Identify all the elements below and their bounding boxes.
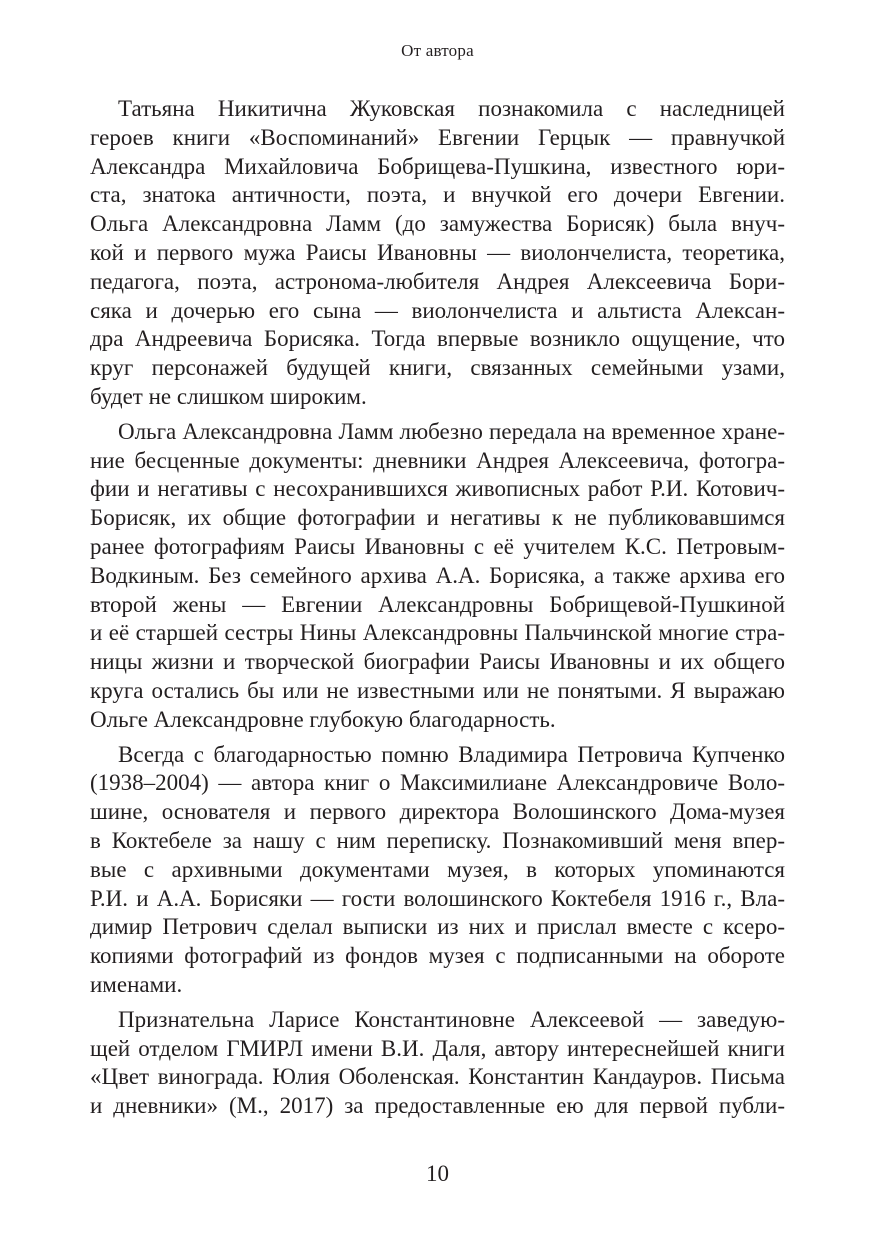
text-line: сяка и дочерью его сына — виолончелиста и альтиста Алексан- xyxy=(90,297,785,323)
text-line: и дневники» (М., 2017) за предоставленные ею для первой публи- xyxy=(90,1093,785,1119)
running-head: От автора xyxy=(401,41,474,60)
text-line: Татьяна Никитична Жуковская познакомила с наследницей xyxy=(118,96,785,121)
text-line: Борисяк, их общие фотографии и негативы к не публиковавшимся xyxy=(90,505,785,531)
text-line: второй жены — Евгении Александровны Бобрищевой-Пушкиной xyxy=(90,591,785,617)
text-line: копиями фотографий из фондов музея с подписанными на обороте xyxy=(90,943,785,969)
text-line: (1938–2004) — автора книг о Максимилиане Александровиче Воло- xyxy=(90,770,785,796)
text-line: круг персонажей будущей книги, связанных семейными узами, xyxy=(90,355,785,381)
page-number: 10 xyxy=(426,1161,449,1186)
text-line: и её старшей сестры Нины Александровны Пальчинской многие стра- xyxy=(90,620,785,646)
paragraph xyxy=(90,418,785,735)
text-line: героев книги «Воспоминаний» Евгении Герцык — правнучкой xyxy=(90,124,785,150)
text-line: Р.И. и А.А. Борисяки — гости волошинского Коктебеля 1916 г., Вла- xyxy=(90,885,785,911)
text-line: димир Петрович сделал выписки из них и прислал вместе с ксеро- xyxy=(90,914,785,940)
text-line: Ольга Александровна Ламм (до замужества Борисяк) была внуч- xyxy=(90,211,785,237)
text-line: Ольге Александровне глубокую благодарность. xyxy=(90,706,556,732)
text-line: вые с архивными документами музея, в которых упоминаются xyxy=(90,856,785,882)
text-line: «Цвет винограда. Юлия Оболенская. Константин Кандауров. Письма xyxy=(90,1064,785,1090)
text-line: педагога, поэта, астронома-любителя Андрея Алексеевича Бори- xyxy=(90,268,785,294)
text-line: шине, основателя и первого директора Волошинского Дома-музея xyxy=(90,799,785,825)
paragraph xyxy=(90,95,785,412)
text-line: ние бесценные документы: дневники Андрея Алексеевича, фотогра- xyxy=(90,447,785,473)
text-line: именами. xyxy=(90,971,183,997)
text-line: ницы жизни и творческой биографии Раисы Ивановны и их общего xyxy=(90,649,785,675)
text-line: Признательна Ларисе Константиновне Алексеевой — заведую- xyxy=(118,1006,785,1032)
text-line: Всегда с благодарностью помню Владимира Петровича Купченко xyxy=(118,741,785,767)
text-line: кой и первого мужа Раисы Ивановны — виолончелиста, теоретика, xyxy=(90,239,785,265)
text-line: в Коктебеле за нашу с ним переписку. Познакомивший меня впер- xyxy=(90,827,785,853)
text-line: щей отделом ГМИРЛ имени В.И. Даля, автору интереснейшей книги xyxy=(90,1035,785,1061)
page-body xyxy=(90,95,785,1121)
text-line: дра Андреевича Борисяка. Тогда впервые возникло ощущение, что xyxy=(90,326,785,352)
text-line: Александра Михайловича Бобрищева-Пушкина, известного юри- xyxy=(90,153,785,179)
text-line: будет не слишком широким. xyxy=(90,383,367,409)
text-line: ранее фотографиям Раисы Ивановны с её учителем К.С. Петровым- xyxy=(90,533,785,559)
text-line: фии и негативы с несохранившихся живописных работ Р.И. Котович- xyxy=(90,476,785,502)
paragraph xyxy=(90,741,785,1000)
text-line: круга остались бы или не известными или не понятыми. Я выражаю xyxy=(90,677,785,703)
paragraph xyxy=(90,1006,785,1121)
text-line: ста, знатока античности, поэта, и внучкой его дочери Евгении. xyxy=(90,182,785,208)
text-line: Водкиным. Без семейного архива А.А. Борисяка, а также архива его xyxy=(90,562,785,588)
text-line: Ольга Александровна Ламм любезно передала на временное хране- xyxy=(118,418,785,444)
